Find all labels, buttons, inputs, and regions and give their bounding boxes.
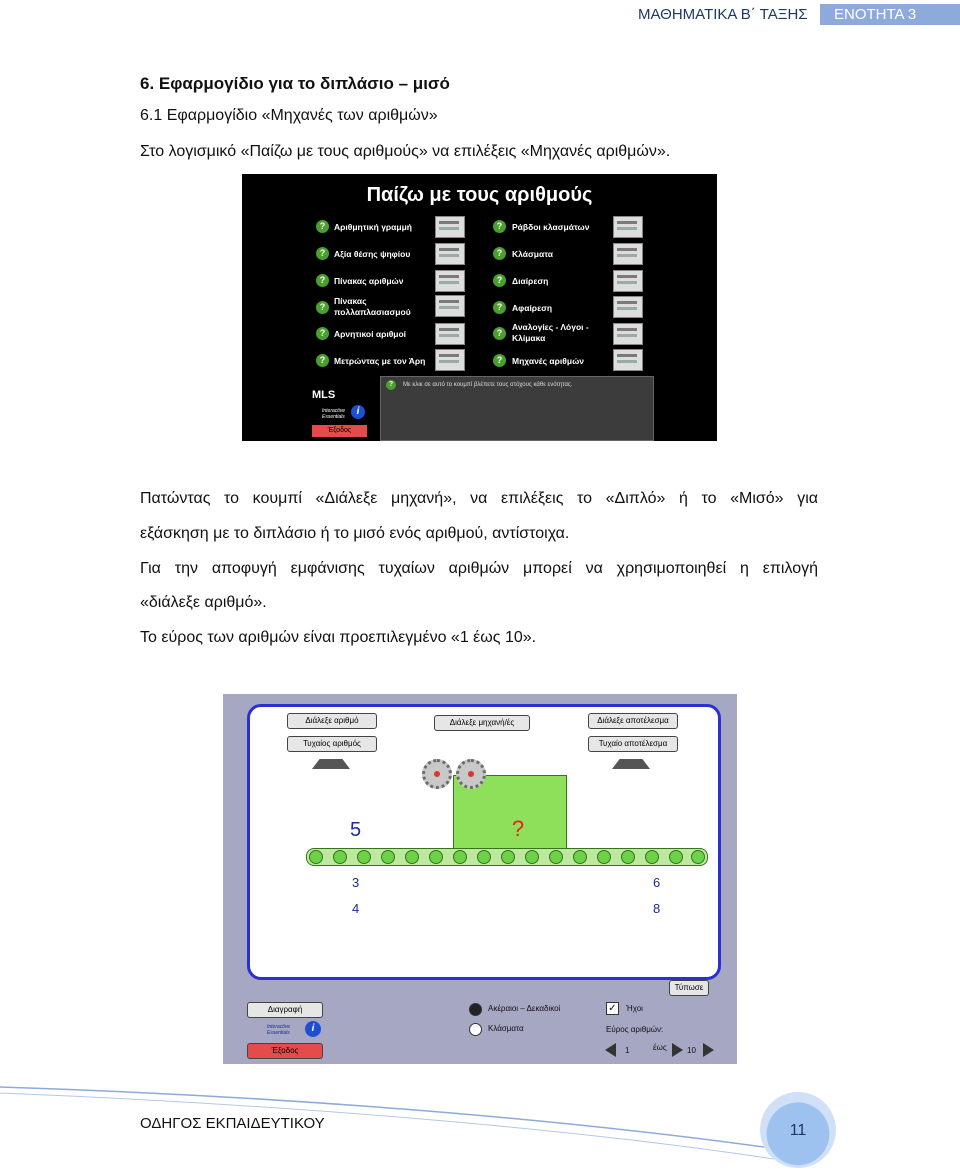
menu-item-division[interactable]: Διαίρεση	[512, 276, 549, 286]
menu-item-negative-numbers[interactable]: Αρνητικοί αριθμοί	[334, 329, 407, 339]
menu-item-multiplication-table[interactable]: Πίνακας πολλαπλασιασμού	[334, 296, 411, 317]
page-number: 11	[789, 1122, 807, 1139]
integers-radio[interactable]	[469, 1003, 482, 1016]
input-value: 5	[350, 819, 362, 841]
range-to: 10	[687, 1046, 696, 1055]
machine-screenshot	[223, 694, 737, 1064]
belt-wheel	[549, 850, 563, 864]
help-icon[interactable]: ?	[493, 220, 506, 233]
history-input: 3	[352, 875, 360, 890]
choose-machine-button[interactable]: Διάλεξε μηχανή/ές	[434, 715, 530, 731]
belt-wheel	[429, 850, 443, 864]
monitor-stand	[312, 759, 350, 769]
paragraph-line: Το εύρος των αριθμών είναι προεπιλεγμένο «1 έως 10».	[140, 629, 537, 646]
belt-wheel	[381, 850, 395, 864]
history-input: 4	[352, 901, 360, 916]
menu-item-number-table[interactable]: Πίνακας αριθμών	[334, 276, 404, 286]
info-icon[interactable]: i	[351, 405, 365, 419]
footer-guide: ΟΔΗΓΟΣ ΕΚΠΑΙΔΕΥΤΙΚΟΥ	[140, 1115, 325, 1132]
help-icon[interactable]: ?	[493, 301, 506, 314]
choose-result-button[interactable]: Διάλεξε αποτέλεσμα	[588, 713, 678, 729]
belt-wheel	[645, 850, 659, 864]
thumbnail-image	[613, 349, 643, 371]
menu-item-subtraction[interactable]: Αφαίρεση	[512, 303, 553, 313]
belt-wheel	[405, 850, 419, 864]
belt-wheel	[477, 850, 491, 864]
history-output: 6	[653, 875, 661, 890]
paragraph-line: «διάλεξε αριθμό».	[140, 594, 267, 611]
belt-wheel	[501, 850, 515, 864]
help-icon[interactable]: ?	[316, 301, 329, 314]
mls-logo: MLS	[312, 389, 336, 401]
exit-button[interactable]: Έξοδος	[247, 1043, 323, 1059]
paragraph-line: εξάσκηση με το διπλάσιο ή το μισό ενός αριθμού, αντίστοιχα.	[140, 525, 570, 542]
menu-item-number-line[interactable]: Αριθμητική γραμμή	[334, 222, 412, 232]
random-result-button[interactable]: Τυχαίο αποτέλεσμα	[588, 736, 678, 752]
sounds-label: Ήχοι	[626, 1004, 643, 1013]
thumbnail-image	[435, 243, 465, 265]
info-icon[interactable]: i	[305, 1021, 321, 1037]
choose-number-button[interactable]: Διάλεξε αριθμό	[287, 713, 377, 729]
integers-label: Ακέραιοι – Δεκαδικοί	[488, 1004, 561, 1013]
thumbnail-image	[613, 243, 643, 265]
menu-item-place-value[interactable]: Αξία θέσης ψηφίου	[334, 249, 411, 259]
info-panel	[380, 376, 654, 441]
conveyor-belt	[306, 848, 708, 866]
belt-wheel	[453, 850, 467, 864]
brand-logo: Interactive Essentials	[267, 1024, 291, 1036]
help-icon[interactable]: ?	[316, 354, 329, 367]
thumbnail-image	[613, 216, 643, 238]
thumbnail-image	[435, 323, 465, 345]
section-heading: 6. Εφαρμογίδιο για το διπλάσιο – μισό	[140, 74, 450, 93]
gear-icon	[422, 759, 452, 789]
help-icon[interactable]: ?	[493, 327, 506, 340]
thumbnail-image	[435, 349, 465, 371]
belt-wheel	[621, 850, 635, 864]
sounds-checkbox[interactable]: ✓	[606, 1002, 619, 1015]
menu-item-fractions[interactable]: Κλάσματα	[512, 249, 554, 259]
menu-screenshot	[242, 174, 717, 441]
fractions-radio[interactable]	[469, 1023, 482, 1036]
menu-title: Παίζω με τους αριθμούς	[366, 184, 593, 206]
help-icon: ?	[386, 380, 396, 390]
thumbnail-image	[435, 270, 465, 292]
belt-wheel	[669, 850, 683, 864]
thumbnail-image	[613, 323, 643, 345]
menu-item-ratios-scale[interactable]: Αναλογίες - Λόγοι - Κλίμακα	[512, 322, 589, 343]
paragraph-line: Για την αποφυγή εμφάνισης τυχαίων αριθμών μπορεί να χρησιμοποιηθεί η επιλογή	[140, 560, 818, 577]
paragraph-line: Πατώντας το κουμπί «Διάλεξε μηχανή», να επιλέξεις το «Διπλό» ή το «Μισό» για	[140, 490, 818, 507]
brand-logo: Interactive Essentials	[322, 408, 346, 420]
help-icon[interactable]: ?	[316, 220, 329, 233]
thumbnail-image	[613, 296, 643, 318]
gear-icon	[456, 759, 486, 789]
range-from-right-arrow-icon[interactable]	[672, 1043, 683, 1057]
menu-item-fraction-bars[interactable]: Ράβδοι κλασμάτων	[512, 222, 590, 232]
machine-panel	[247, 704, 721, 992]
belt-wheel	[309, 850, 323, 864]
range-label: Εύρος αριθμών:	[606, 1025, 664, 1034]
monitor-stand	[612, 759, 650, 769]
help-icon[interactable]: ?	[316, 327, 329, 340]
history-output: 8	[653, 901, 661, 916]
help-icon[interactable]: ?	[493, 247, 506, 260]
output-value: ?	[501, 815, 535, 843]
intro-text: Στο λογισμικό «Παίζω με τους αριθμούς» να επιλέξεις «Μηχανές αριθμών».	[140, 143, 671, 160]
thumbnail-image	[435, 295, 465, 317]
thumbnail-image	[435, 216, 465, 238]
menu-item-number-machines[interactable]: Μηχανές αριθμών	[512, 356, 584, 366]
help-icon[interactable]: ?	[316, 247, 329, 260]
range-from-left-arrow-icon[interactable]	[605, 1043, 616, 1057]
print-button[interactable]: Τύπωσε	[669, 980, 709, 996]
range-word: έως	[653, 1043, 667, 1052]
help-icon[interactable]: ?	[316, 274, 329, 287]
menu-item-counting-with-ares[interactable]: Μετρώντας με τον Άρη	[334, 356, 426, 366]
subsection-heading: 6.1 Εφαρμογίδιο «Μηχανές των αριθμών»	[140, 107, 438, 124]
belt-wheel	[525, 850, 539, 864]
header-subject: ΜΑΘΗΜΑΤΙΚΑ Β΄ ΤΑΞΗΣ	[638, 6, 808, 23]
exit-button[interactable]: Έξοδος	[312, 425, 367, 437]
help-icon[interactable]: ?	[493, 354, 506, 367]
fractions-label: Κλάσματα	[488, 1024, 524, 1033]
belt-wheel	[691, 850, 705, 864]
range-to-right-arrow-icon[interactable]	[703, 1043, 714, 1057]
range-from: 1	[625, 1046, 630, 1055]
info-text: Με κλικ σε αυτό το κουμπί βλέπετε τους στόχους κάθε ενότητας.	[403, 382, 573, 388]
header-unit-badge: ΕΝΟΤΗΤΑ 3	[820, 4, 960, 25]
belt-wheel	[333, 850, 347, 864]
belt-wheel	[597, 850, 611, 864]
belt-wheel	[357, 850, 371, 864]
thumbnail-image	[613, 270, 643, 292]
help-icon[interactable]: ?	[493, 274, 506, 287]
belt-wheel	[573, 850, 587, 864]
delete-button[interactable]: Διαγραφή	[247, 1002, 323, 1018]
random-number-button[interactable]: Τυχαίος αριθμός	[287, 736, 377, 752]
